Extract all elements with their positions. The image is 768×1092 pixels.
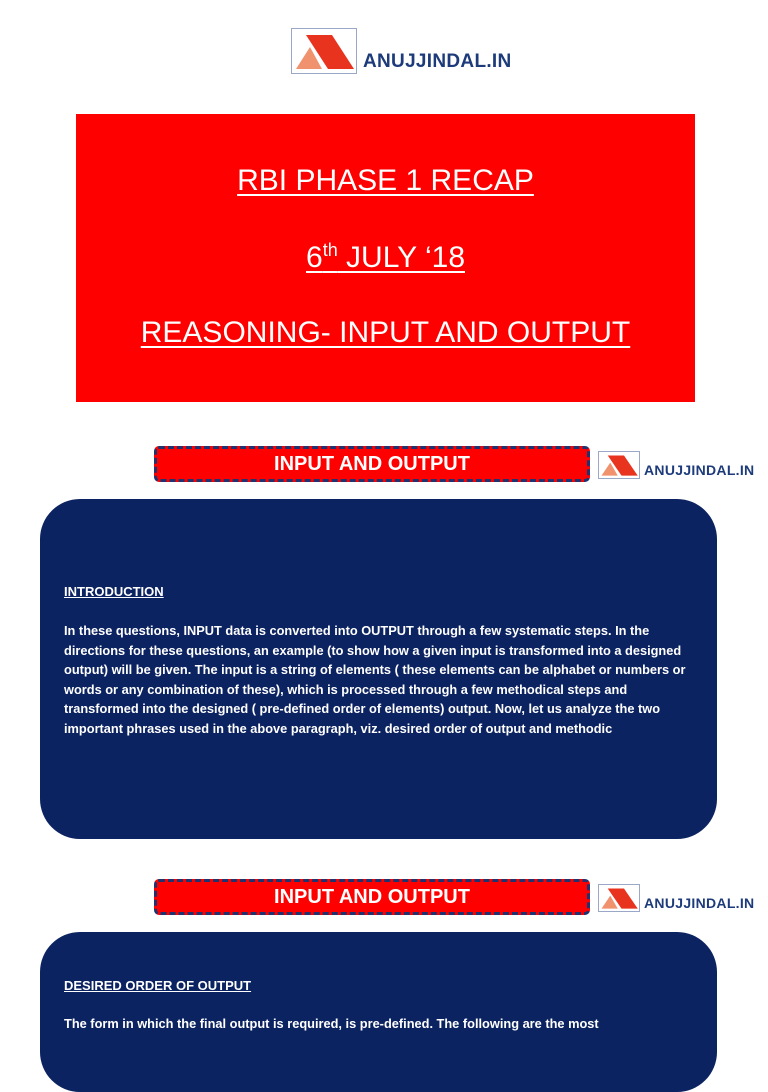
title-date <box>76 240 695 275</box>
content-panel-desired-order <box>40 932 717 1092</box>
title-banner <box>76 114 695 402</box>
title-date-day: 6 <box>306 241 323 274</box>
title-line-3: REASONING- INPUT AND OUTPUT <box>140 316 631 349</box>
section-banner-2-label: INPUT AND OUTPUT <box>274 885 470 908</box>
top-brand-logo <box>291 28 512 74</box>
section-banner-1 <box>154 446 590 482</box>
section-body-desired-order: The form in which the final output is required, is pre-defined. The following are the most <box>64 1016 599 1031</box>
section-1-brand-logo <box>598 451 754 479</box>
brand-name: ANUJJINDAL.IN <box>644 895 755 911</box>
brand-name: ANUJJINDAL.IN <box>363 51 512 72</box>
title-date-suffix: th <box>322 240 338 260</box>
section-banner-2 <box>154 879 590 915</box>
title-date-rest: JULY ‘18 <box>337 241 465 274</box>
section-heading-desired-order: DESIRED ORDER OF OUTPUT <box>64 978 252 993</box>
section-heading-introduction: INTRODUCTION <box>64 584 164 599</box>
brand-logo-icon <box>598 884 640 912</box>
section-body-introduction: In these questions, INPUT data is converted into OUTPUT through a few systematic steps. In the directions for these questions, an example (to show how a given input is transformed into a designed output) will be given. The input is a string of elements ( these elements can be alphabet or numbers or words or any combination of these), which is processed through a few methodical steps and transformed into the designed ( pre-defined order of elements) output. Now, let us analyze the two important phrases used in the above paragraph, viz. desired order of output and methodic <box>64 623 686 736</box>
title-line-1: RBI PHASE 1 RECAP <box>237 164 534 197</box>
brand-name: ANUJJINDAL.IN <box>644 462 755 478</box>
brand-logo-icon <box>291 28 357 74</box>
section-banner-1-label: INPUT AND OUTPUT <box>274 452 470 475</box>
section-2-brand-logo <box>598 884 754 912</box>
content-panel-introduction <box>40 499 717 839</box>
brand-logo-icon <box>598 451 640 479</box>
